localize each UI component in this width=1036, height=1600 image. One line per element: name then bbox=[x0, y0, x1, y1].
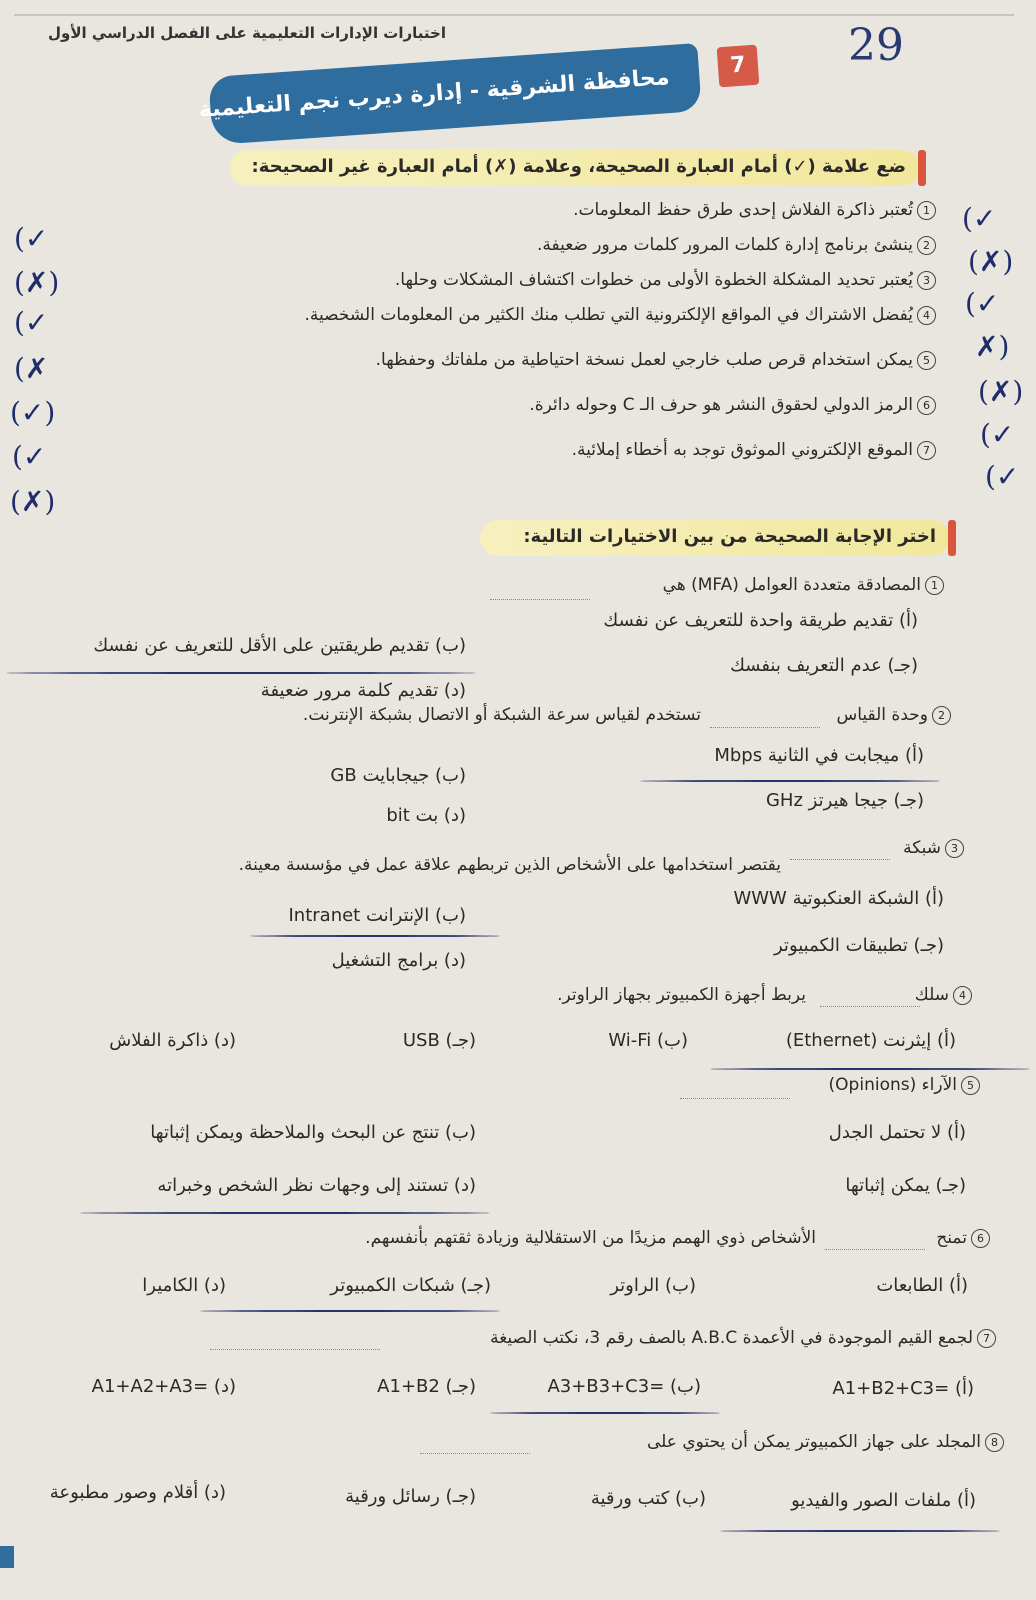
answer-underline bbox=[6, 672, 476, 674]
mcq-2-option-b: (ب) جيجابايت GB bbox=[330, 765, 466, 786]
mcq-7-option-c: (جـ) A1+B2 bbox=[377, 1376, 476, 1397]
answer-blank bbox=[420, 1452, 530, 1454]
mcq-3-option-a: (أ) الشبكة العنكبوتية WWW bbox=[733, 888, 944, 909]
answer-mark-4: ✗) bbox=[975, 330, 1010, 363]
tf-item-text: يُفضل الاشتراك في المواقع الإلكترونية التي تطلب منك الكثير من المعلومات الشخصية. bbox=[304, 305, 913, 325]
tf-item-1 bbox=[573, 200, 936, 220]
question-text: لجمع القيم الموجودة في الأعمدة A.B.C بالصف رقم 3، نكتب الصيغة bbox=[490, 1328, 973, 1348]
tf-item-text: الموقع الإلكتروني الموثوق توجد به أخطاء إملائية. bbox=[571, 440, 913, 460]
mcq-7-option-d: (د) =A1+A2+A3 bbox=[91, 1376, 236, 1397]
item-number: 4 bbox=[953, 986, 972, 1005]
answer-blank bbox=[820, 1005, 920, 1007]
mcq-4-option-b: (ب) Wi-Fi bbox=[608, 1030, 688, 1051]
exam-number-badge: 7 bbox=[717, 45, 760, 88]
item-number: 1 bbox=[925, 576, 944, 595]
answer-underline bbox=[710, 1068, 1030, 1070]
mcq-6-option-a: (أ) الطابعات bbox=[876, 1275, 968, 1296]
tf-item-7 bbox=[572, 440, 936, 460]
tf-item-6 bbox=[529, 395, 936, 415]
district-banner bbox=[198, 43, 702, 145]
left-mark-1: (✓ bbox=[14, 222, 49, 255]
mcq-4-stem bbox=[915, 985, 972, 1005]
section-marker bbox=[948, 520, 956, 556]
mcq-2-option-c: (جـ) جيجا هيرتز GHz bbox=[765, 790, 924, 811]
mcq-4-option-c: (جـ) USB bbox=[402, 1030, 476, 1051]
mcq-5-option-c: (جـ) يمكن إثباتها bbox=[845, 1175, 966, 1196]
mcq-7-option-a: (أ) =A1+B2+C3 bbox=[832, 1378, 974, 1399]
answer-blank bbox=[710, 726, 820, 728]
answer-blank bbox=[490, 598, 590, 600]
mcq-6-option-c: (جـ) شبكات الكمبيوتر bbox=[330, 1275, 491, 1296]
left-mark-5: (✓) bbox=[10, 396, 56, 429]
item-number: 2 bbox=[917, 236, 936, 255]
mcq-1-stem bbox=[663, 575, 944, 595]
mcq-2-option-d: (د) بت bit bbox=[386, 805, 466, 826]
tf-item-5 bbox=[376, 350, 936, 370]
answer-blank bbox=[825, 1248, 925, 1250]
mcq-6-stem-cont: الأشخاص ذوي الهمم مزيدًا من الاستقلالية وزيادة ثقتهم بأنفسهم. bbox=[365, 1228, 816, 1248]
mcq-2-option-a: (أ) ميجابت في الثانية Mbps bbox=[714, 745, 924, 766]
section-marker bbox=[918, 150, 926, 186]
mcq-6-option-b: (ب) الراوتر bbox=[610, 1275, 696, 1296]
mcq-5-stem bbox=[829, 1075, 980, 1095]
tf-item-4 bbox=[305, 305, 937, 325]
answer-underline bbox=[490, 1412, 720, 1414]
answer-underline bbox=[200, 1310, 500, 1312]
mcq-4-option-d: (د) ذاكرة الفلاش bbox=[109, 1030, 236, 1051]
mcq-1-option-b: (ب) تقديم طريقتين على الأقل للتعريف عن نفسك bbox=[93, 635, 466, 656]
question-text: شبكة bbox=[903, 838, 941, 858]
mcq-8-option-b: (ب) كتب ورقية bbox=[590, 1488, 706, 1509]
answer-mark-3: (✓ bbox=[965, 287, 1000, 320]
answer-blank bbox=[790, 858, 890, 860]
question-text: المصادقة متعددة العوامل (MFA) هي bbox=[662, 575, 921, 595]
mcq-3-option-b: (ب) الإنترانت Intranet bbox=[288, 905, 466, 926]
tf-item-2 bbox=[537, 235, 936, 255]
mcq-3-stem-cont: يقتصر استخدامها على الأشخاص الذين تربطهم علاقة عمل في مؤسسة معينة. bbox=[238, 855, 781, 875]
mcq-8-option-a: (أ) ملفات الصور والفيديو bbox=[791, 1490, 976, 1511]
item-number: 5 bbox=[917, 351, 936, 370]
item-number: 2 bbox=[932, 706, 951, 725]
mcq-5-option-a: (أ) لا تحتمل الجدل bbox=[828, 1122, 966, 1143]
item-number: 3 bbox=[917, 271, 936, 290]
tf-item-text: يمكن استخدام قرص صلب خارجي لعمل نسخة احتياطية من ملفاتك وحفظها. bbox=[375, 350, 913, 370]
mcq-3-stem bbox=[903, 838, 964, 858]
section1-heading bbox=[230, 150, 920, 186]
question-text: المجلد على جهاز الكمبيوتر يمكن أن يحتوي على bbox=[647, 1432, 981, 1452]
mcq-7-stem bbox=[490, 1328, 996, 1348]
item-number: 6 bbox=[917, 396, 936, 415]
question-text: وحدة القياس bbox=[836, 705, 928, 725]
mcq-8-option-d: (د) أقلام وصور مطبوعة bbox=[49, 1482, 226, 1503]
mcq-8-stem bbox=[647, 1432, 1004, 1452]
item-number: 7 bbox=[977, 1329, 996, 1348]
answer-underline bbox=[640, 780, 940, 782]
question-text: الآراء (Opinions) bbox=[828, 1075, 957, 1095]
section2-heading bbox=[480, 520, 950, 556]
item-number: 7 bbox=[917, 441, 936, 460]
answer-blank bbox=[210, 1348, 380, 1350]
section1-heading-text: ضع علامة (✓) أمام العبارة الصحيحة، وعلامة (✗) أمام العبارة غير الصحيحة: bbox=[251, 156, 906, 177]
mcq-8-option-c: (جـ) رسائل ورقية bbox=[345, 1486, 476, 1507]
answer-mark-2: (✗) bbox=[968, 245, 1014, 278]
mcq-5-option-d: (د) تستند إلى وجهات نظر الشخص وخبراته bbox=[157, 1175, 476, 1196]
answer-underline bbox=[80, 1212, 490, 1214]
item-number: 8 bbox=[985, 1433, 1004, 1452]
answer-underline bbox=[720, 1530, 1000, 1532]
left-mark-6: (✓ bbox=[12, 440, 47, 473]
mcq-4-stem-cont: يربط أجهزة الكمبيوتر بجهاز الراوتر. bbox=[557, 985, 806, 1005]
item-number: 3 bbox=[945, 839, 964, 858]
left-mark-3: (✓ bbox=[14, 306, 49, 339]
handwritten-score: 29 bbox=[848, 20, 904, 71]
header-divider bbox=[14, 14, 1014, 16]
question-text: سلك bbox=[914, 985, 949, 1005]
section2-heading-text: اختر الإجابة الصحيحة من بين الاختيارات التالية: bbox=[523, 526, 936, 547]
mcq-2-stem bbox=[836, 705, 951, 725]
page-edge-tab bbox=[0, 1546, 14, 1568]
exam-title: اختبارات الإدارات التعليمية على الفصل الدراسي الأول bbox=[48, 24, 446, 42]
mcq-4-option-a: (أ) إيثرنت (Ethernet) bbox=[785, 1030, 956, 1051]
item-number: 4 bbox=[917, 306, 936, 325]
mcq-1-option-a: (أ) تقديم طريقة واحدة للتعريف عن نفسك bbox=[603, 610, 918, 631]
tf-item-text: يُعتبر تحديد المشكلة الخطوة الأولى من خطوات اكتشاف المشكلات وحلها. bbox=[394, 270, 913, 290]
item-number: 5 bbox=[961, 1076, 980, 1095]
banner-text: محافظة الشرقية - إدارة ديرب نجم التعليمية bbox=[198, 65, 671, 123]
mcq-3-option-d: (د) برامج التشغيل bbox=[331, 950, 466, 971]
left-mark-7: (✗) bbox=[10, 485, 56, 518]
mcq-1-option-c: (جـ) عدم التعريف بنفسك bbox=[730, 655, 918, 676]
mcq-2-stem-cont: تستخدم لقياس سرعة الشبكة أو الاتصال بشبكة الإنترنت. bbox=[302, 705, 701, 725]
mcq-5-option-b: (ب) تنتج عن البحث والملاحظة ويمكن إثباتها bbox=[150, 1122, 476, 1143]
item-number: 1 bbox=[917, 201, 936, 220]
tf-item-text: الرمز الدولي لحقوق النشر هو حرف الـ C وحوله دائرة. bbox=[529, 395, 913, 415]
answer-mark-6: (✓ bbox=[980, 418, 1015, 451]
answer-underline bbox=[250, 935, 500, 937]
left-mark-4: (✗ bbox=[14, 352, 49, 385]
answer-mark-7: (✓ bbox=[985, 460, 1020, 493]
tf-item-3 bbox=[395, 270, 936, 290]
tf-item-text: تُعتبر ذاكرة الفلاش إحدى طرق حفظ المعلومات. bbox=[573, 200, 913, 220]
mcq-7-option-b: (ب) =A3+B3+C3 bbox=[547, 1376, 701, 1397]
mcq-6-option-d: (د) الكاميرا bbox=[142, 1275, 226, 1296]
mcq-6-stem bbox=[936, 1228, 990, 1248]
mcq-1-option-d: (د) تقديم كلمة مرور ضعيفة bbox=[260, 680, 466, 701]
left-mark-2: (✗) bbox=[14, 266, 60, 299]
answer-mark-5: (✗) bbox=[978, 375, 1024, 408]
question-text: تمنح bbox=[936, 1228, 967, 1248]
answer-blank bbox=[680, 1097, 790, 1099]
answer-mark-1: (✓ bbox=[962, 202, 997, 235]
item-number: 6 bbox=[971, 1229, 990, 1248]
tf-item-text: ينشئ برنامج إدارة كلمات المرور كلمات مرور ضعيفة. bbox=[536, 235, 913, 255]
mcq-3-option-c: (جـ) تطبيقات الكمبيوتر bbox=[774, 935, 944, 956]
